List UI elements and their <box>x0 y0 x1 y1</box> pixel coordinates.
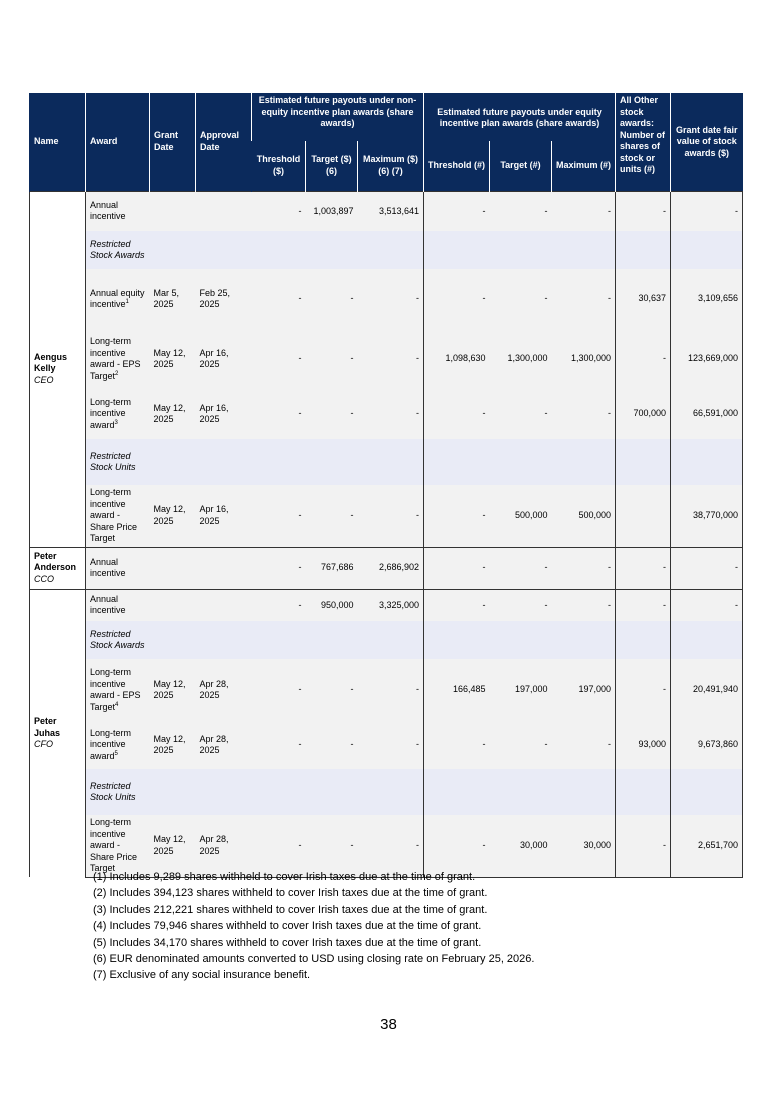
ne-maximum-cell: - <box>358 721 424 769</box>
e-target-cell <box>490 769 552 815</box>
ne-target-cell: - <box>306 329 358 389</box>
award-label: Long-term incentive award - EPS Target <box>90 336 141 381</box>
all-other-cell <box>616 769 671 815</box>
all-other-cell <box>616 439 671 485</box>
footnote-marker: 4 <box>115 701 119 708</box>
award-cell <box>86 659 150 721</box>
table-row <box>30 659 743 721</box>
e-target-cell: - <box>490 389 552 439</box>
e-target-cell: 30,000 <box>490 815 552 877</box>
ne-target-cell: - <box>306 269 358 329</box>
e-threshold-cell: - <box>424 815 490 877</box>
award-label: Annual incentive <box>90 199 126 222</box>
table-row <box>30 721 743 769</box>
person-name-cell <box>30 589 86 877</box>
fair-value-cell <box>671 439 743 485</box>
footnote: (5) Includes 34,170 shares withheld to cover Irish taxes due at the time of grant. <box>93 936 482 949</box>
ne-maximum-cell: 3,513,641 <box>358 191 424 231</box>
award-cell <box>86 485 150 547</box>
ne-threshold-cell: - <box>252 191 306 231</box>
approval-date-cell: Apr 16, 2025 <box>196 485 252 547</box>
ne-threshold-cell: - <box>252 269 306 329</box>
footnote: (4) Includes 79,946 shares withheld to cover Irish taxes due at the time of grant. <box>93 920 482 933</box>
grant-date-cell <box>150 769 196 815</box>
e-maximum-cell: 30,000 <box>552 815 616 877</box>
footnotes <box>93 869 534 984</box>
fair-value-cell <box>671 621 743 659</box>
ne-threshold-cell <box>252 621 306 659</box>
award-label: Long-term incentive award - EPS Target <box>90 667 141 712</box>
all-other-cell: - <box>616 191 671 231</box>
footnote-marker: 2 <box>115 370 119 377</box>
person-role: CFO <box>34 739 53 749</box>
header-all-other: All Other stock awards: Number of shares of stock or units (#) <box>616 93 671 191</box>
approval-date-cell: Feb 25, 2025 <box>196 269 252 329</box>
ne-threshold-cell: - <box>252 659 306 721</box>
ne-target-cell: - <box>306 389 358 439</box>
e-threshold-cell: - <box>424 589 490 621</box>
e-threshold-cell <box>424 769 490 815</box>
person-name: Peter Anderson <box>34 550 77 573</box>
footnote: (7) Exclusive of any social insurance benefit. <box>93 969 311 982</box>
all-other-cell <box>616 485 671 547</box>
award-label: Restricted Stock Units <box>90 780 136 802</box>
header-e-target: Target (#) <box>490 141 552 191</box>
e-threshold-cell: - <box>424 547 490 589</box>
award-cell <box>86 547 150 589</box>
e-threshold-cell: - <box>424 721 490 769</box>
table-row <box>30 547 743 589</box>
header-approval-date: Approval Date <box>196 93 252 191</box>
ne-target-cell: 950,000 <box>306 589 358 621</box>
e-target-cell: - <box>490 269 552 329</box>
table-row <box>30 621 743 659</box>
all-other-cell: - <box>616 589 671 621</box>
header-equity-group: Estimated future payouts under equity incentive plan awards (share awards) <box>424 93 616 141</box>
approval-date-cell <box>196 439 252 485</box>
ne-threshold-cell: - <box>252 389 306 439</box>
ne-maximum-cell: - <box>358 659 424 721</box>
fair-value-cell: - <box>671 589 743 621</box>
ne-threshold-cell: - <box>252 547 306 589</box>
ne-threshold-cell: - <box>252 485 306 547</box>
award-label: Restricted Stock Units <box>90 450 136 472</box>
table-row <box>30 191 743 231</box>
table-row <box>30 439 743 485</box>
grant-date-cell: May 12, 2025 <box>150 815 196 877</box>
grant-date-cell: May 12, 2025 <box>150 329 196 389</box>
grant-date-cell <box>150 191 196 231</box>
e-maximum-cell: - <box>552 589 616 621</box>
award-cell <box>86 389 150 439</box>
fair-value-cell <box>671 231 743 269</box>
award-label: Annual equity incentive <box>90 287 145 309</box>
e-target-cell: 1,300,000 <box>490 329 552 389</box>
all-other-cell: - <box>616 329 671 389</box>
approval-date-cell: Apr 28, 2025 <box>196 659 252 721</box>
all-other-cell: 700,000 <box>616 389 671 439</box>
e-threshold-cell: - <box>424 389 490 439</box>
ne-maximum-cell: - <box>358 269 424 329</box>
header-grant-date: Grant Date <box>150 93 196 191</box>
grants-table-body <box>30 191 743 877</box>
e-threshold-cell: 166,485 <box>424 659 490 721</box>
award-cell <box>86 621 150 659</box>
approval-date-cell: Apr 28, 2025 <box>196 721 252 769</box>
fair-value-cell: 20,491,940 <box>671 659 743 721</box>
award-label: Annual incentive <box>90 593 126 616</box>
award-cell <box>86 269 150 329</box>
ne-target-cell <box>306 231 358 269</box>
e-target-cell: 500,000 <box>490 485 552 547</box>
all-other-cell: - <box>616 547 671 589</box>
fair-value-cell: - <box>671 547 743 589</box>
person-name: Peter Juhas <box>34 716 61 738</box>
e-target-cell <box>490 621 552 659</box>
approval-date-cell: Apr 16, 2025 <box>196 329 252 389</box>
e-threshold-cell: - <box>424 191 490 231</box>
grant-date-cell: May 12, 2025 <box>150 389 196 439</box>
ne-target-cell <box>306 439 358 485</box>
ne-target-cell <box>306 769 358 815</box>
grant-date-cell: May 12, 2025 <box>150 485 196 547</box>
fair-value-cell: 3,109,656 <box>671 269 743 329</box>
fair-value-cell: 123,669,000 <box>671 329 743 389</box>
footnote-marker: 1 <box>125 299 129 305</box>
e-maximum-cell: 197,000 <box>552 659 616 721</box>
award-label: Long-term incentive award <box>90 727 132 761</box>
grant-date-cell: May 12, 2025 <box>150 659 196 721</box>
all-other-cell: - <box>616 815 671 877</box>
fair-value-cell: 66,591,000 <box>671 389 743 439</box>
ne-target-cell: - <box>306 485 358 547</box>
ne-target-cell: - <box>306 815 358 877</box>
approval-date-cell <box>196 547 252 589</box>
fair-value-cell: 38,770,000 <box>671 485 743 547</box>
all-other-cell: 30,637 <box>616 269 671 329</box>
award-cell <box>86 439 150 485</box>
ne-maximum-cell <box>358 231 424 269</box>
award-cell <box>86 191 150 231</box>
person-role: CEO <box>34 374 54 385</box>
grant-date-cell <box>150 439 196 485</box>
approval-date-cell <box>196 231 252 269</box>
award-label: Annual incentive <box>90 556 126 578</box>
header-fair-value: Grant date fair value of stock awards ($) <box>671 93 743 191</box>
e-target-cell: - <box>490 547 552 589</box>
person-name-cell <box>30 547 86 589</box>
award-cell <box>86 721 150 769</box>
ne-threshold-cell: - <box>252 589 306 621</box>
grant-date-cell <box>150 621 196 659</box>
header-award: Award <box>86 93 150 191</box>
table-row <box>30 485 743 547</box>
footnote: (2) Includes 394,123 shares withheld to cover Irish taxes due at the time of grant. <box>93 887 488 900</box>
person-name-cell <box>30 191 86 547</box>
award-label: Long-term incentive award - Share Price Target <box>90 487 138 543</box>
table-row <box>30 231 743 269</box>
ne-maximum-cell: 3,325,000 <box>358 589 424 621</box>
grant-date-cell <box>150 231 196 269</box>
ne-maximum-cell: - <box>358 485 424 547</box>
approval-date-cell <box>196 621 252 659</box>
header-ne-threshold: Threshold ($) <box>252 141 306 191</box>
ne-target-cell: 767,686 <box>306 547 358 589</box>
header-e-threshold: Threshold (#) <box>424 141 490 191</box>
award-cell <box>86 231 150 269</box>
table-row <box>30 389 743 439</box>
e-maximum-cell: - <box>552 269 616 329</box>
e-target-cell: - <box>490 589 552 621</box>
award-label: Restricted Stock Awards <box>90 238 145 260</box>
page-number: 38 <box>380 1016 397 1033</box>
e-maximum-cell <box>552 621 616 659</box>
award-cell <box>86 329 150 389</box>
e-target-cell: - <box>490 191 552 231</box>
ne-target-cell: - <box>306 721 358 769</box>
e-maximum-cell: - <box>552 547 616 589</box>
ne-maximum-cell <box>358 621 424 659</box>
award-label: Long-term incentive award - Share Price Target <box>90 817 138 873</box>
e-threshold-cell: - <box>424 485 490 547</box>
grants-table <box>29 93 743 878</box>
table-row <box>30 769 743 815</box>
ne-maximum-cell: - <box>358 815 424 877</box>
e-maximum-cell: 1,300,000 <box>552 329 616 389</box>
e-maximum-cell <box>552 439 616 485</box>
award-cell <box>86 815 150 877</box>
e-maximum-cell: - <box>552 721 616 769</box>
ne-threshold-cell: - <box>252 329 306 389</box>
approval-date-cell <box>196 769 252 815</box>
footnote: (6) EUR denominated amounts converted to USD using closing rate on February 25, 2026. <box>93 953 535 966</box>
ne-maximum-cell: - <box>358 389 424 439</box>
e-threshold-cell <box>424 439 490 485</box>
footnote: (1) Includes 9,289 shares withheld to cover Irish taxes due at the time of grant. <box>93 871 476 883</box>
award-cell <box>86 589 150 621</box>
e-maximum-cell <box>552 769 616 815</box>
e-target-cell <box>490 439 552 485</box>
person-name: Aengus Kelly <box>34 351 68 374</box>
header-e-maximum: Maximum (#) <box>552 141 616 191</box>
award-label: Long-term incentive award <box>90 396 132 430</box>
footnote-marker: 5 <box>114 750 118 757</box>
footnote-marker: 3 <box>114 419 118 426</box>
ne-target-cell: 1,003,897 <box>306 191 358 231</box>
award-cell <box>86 769 150 815</box>
fair-value-cell: 9,673,860 <box>671 721 743 769</box>
ne-maximum-cell: 2,686,902 <box>358 547 424 589</box>
approval-date-cell: Apr 16, 2025 <box>196 389 252 439</box>
table-row <box>30 269 743 329</box>
ne-threshold-cell: - <box>252 721 306 769</box>
e-target-cell: 197,000 <box>490 659 552 721</box>
all-other-cell <box>616 231 671 269</box>
grant-date-cell <box>150 589 196 621</box>
e-maximum-cell <box>552 231 616 269</box>
header-non-equity-group: Estimated future payouts under non-equity incentive plan awards (share awards) <box>252 93 424 141</box>
e-maximum-cell: 500,000 <box>552 485 616 547</box>
table-row <box>30 329 743 389</box>
e-target-cell: - <box>490 721 552 769</box>
header-ne-maximum: Maximum ($) (6) (7) <box>358 141 424 191</box>
e-maximum-cell: - <box>552 389 616 439</box>
grant-date-cell: May 12, 2025 <box>150 721 196 769</box>
header-ne-target: Target ($) (6) <box>306 141 358 191</box>
table-row <box>30 589 743 621</box>
grant-date-cell: Mar 5, 2025 <box>150 269 196 329</box>
all-other-cell: 93,000 <box>616 721 671 769</box>
ne-target-cell <box>306 621 358 659</box>
approval-date-cell <box>196 191 252 231</box>
ne-threshold-cell <box>252 439 306 485</box>
e-threshold-cell <box>424 231 490 269</box>
ne-threshold-cell <box>252 769 306 815</box>
e-maximum-cell: - <box>552 191 616 231</box>
approval-date-cell <box>196 589 252 621</box>
approval-date-cell: Apr 28, 2025 <box>196 815 252 877</box>
ne-maximum-cell: - <box>358 329 424 389</box>
ne-threshold-cell <box>252 231 306 269</box>
person-role: CCO <box>34 573 54 584</box>
fair-value-cell: 2,651,700 <box>671 815 743 877</box>
all-other-cell: - <box>616 659 671 721</box>
all-other-cell <box>616 621 671 659</box>
grant-date-cell <box>150 547 196 589</box>
ne-maximum-cell <box>358 439 424 485</box>
table-row <box>30 815 743 877</box>
e-threshold-cell <box>424 621 490 659</box>
ne-threshold-cell: - <box>252 815 306 877</box>
fair-value-cell: - <box>671 191 743 231</box>
e-target-cell <box>490 231 552 269</box>
ne-maximum-cell <box>358 769 424 815</box>
footnote: (3) Includes 212,221 shares withheld to cover Irish taxes due at the time of grant. <box>93 903 488 916</box>
ne-target-cell: - <box>306 659 358 721</box>
header-name: Name <box>30 93 86 191</box>
fair-value-cell <box>671 769 743 815</box>
e-threshold-cell: - <box>424 269 490 329</box>
award-label: Restricted Stock Awards <box>90 628 145 650</box>
e-threshold-cell: 1,098,630 <box>424 329 490 389</box>
